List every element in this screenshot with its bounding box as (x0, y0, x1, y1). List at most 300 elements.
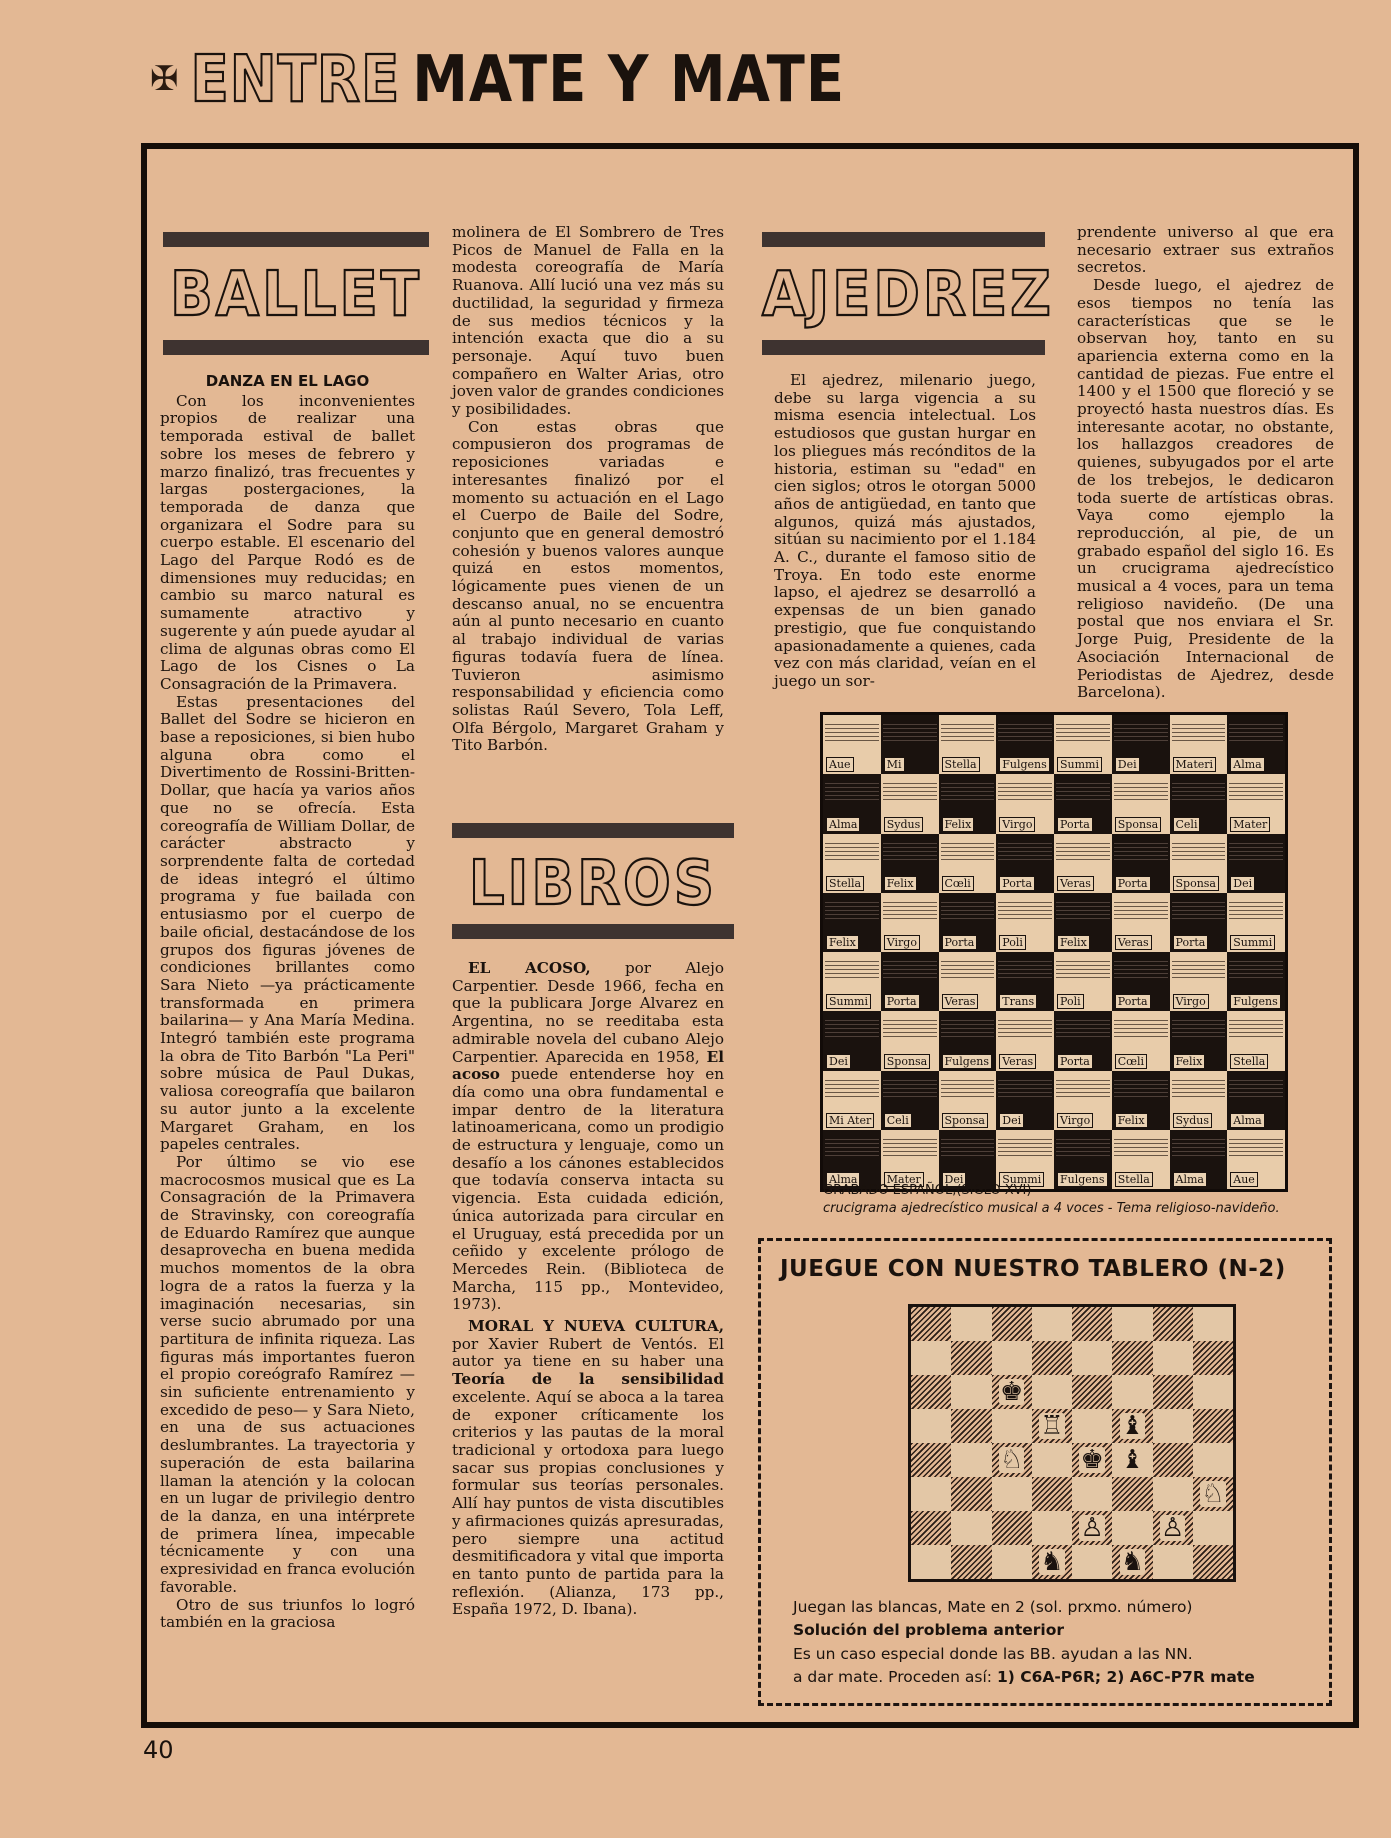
chess-piece-icon: ♚ (1080, 1445, 1104, 1475)
crossword-word (942, 995, 979, 1008)
crossword-word-label: Veras (1115, 935, 1152, 950)
crossword-word-label: Mater (884, 1172, 924, 1187)
ballet-col2-paragraph-1: molinera de El Sombrero de Tres Picos de Manuel de Falla en la modesta coreografía de María Ruanova. Allí lució una vez más su ductilidad, la seguridad y firmeza de sus medios técnicos y la intención exacta que dio a su personaje. Aquí tuvo buen compañero en Walter Arias, otro joven valor de grandes condiciones y posibilidades. (452, 223, 724, 419)
crossword-square (996, 952, 1054, 1011)
crossword-word (999, 818, 1035, 831)
board-square (951, 1341, 991, 1375)
crossword-word-label: Felix (884, 876, 917, 891)
music-staff (1172, 780, 1226, 800)
crossword-word-label: Stella (1230, 1054, 1268, 1069)
board-square (1032, 1545, 1072, 1579)
board-square (1072, 1443, 1112, 1477)
crossword-word-label: Virgo (1173, 994, 1209, 1009)
crossword-word-label: Stella (942, 757, 980, 772)
crossword-word-label: Porta (1115, 876, 1151, 891)
crossword-word (826, 936, 859, 949)
board-square (992, 1477, 1032, 1511)
music-staff (941, 899, 995, 919)
music-staff (1114, 721, 1168, 741)
crossword-word-label: Porta (1057, 817, 1093, 832)
crossword-word-label: Summi (826, 994, 871, 1009)
music-staff (941, 1136, 995, 1156)
crossword-word-label: Fulgens (942, 1054, 993, 1069)
crossword-square (1054, 834, 1112, 893)
music-staff (1172, 840, 1226, 860)
board-square (992, 1375, 1032, 1409)
board-square (1153, 1545, 1193, 1579)
crossword-square (1112, 1071, 1170, 1130)
crossword-square (996, 715, 1054, 774)
crossword-word (942, 818, 975, 831)
crossword-word (1115, 995, 1151, 1008)
crossword-word-label: Fulgens (1057, 1172, 1108, 1187)
crossword-word (1115, 877, 1151, 890)
libros-review-1 (452, 960, 724, 1314)
music-staff (1056, 840, 1110, 860)
music-staff (1229, 1017, 1283, 1037)
crossword-word (1057, 1055, 1093, 1068)
crossword-word (1115, 936, 1152, 949)
crossword-word (942, 877, 974, 890)
libros-heading: LIBROS (468, 847, 718, 920)
puzzle-instruction: Juegan las blancas, Mate en 2 (sol. prxmo. número) (793, 1598, 1193, 1616)
crossword-word (999, 995, 1037, 1008)
crossword-square (823, 834, 881, 893)
music-staff (1172, 1136, 1226, 1156)
crossword-square (1170, 715, 1228, 774)
crossword-square (823, 774, 881, 833)
board-square (1153, 1341, 1193, 1375)
ajedrez-column-3 (774, 372, 1036, 691)
board-square (992, 1511, 1032, 1545)
crossword-square (939, 834, 997, 893)
crossword-word (1173, 995, 1209, 1008)
crossword-word (1230, 995, 1281, 1008)
ajedrez-paragraph-2: prendente universo al que era necesario extraer sus extraños secretos. (1077, 223, 1334, 277)
music-staff (1114, 840, 1168, 860)
board-square (1112, 1545, 1152, 1579)
crossword-square (881, 1130, 939, 1189)
ballet-column-2 (452, 224, 724, 755)
board-square (1072, 1375, 1112, 1409)
crossword-square (1227, 715, 1285, 774)
board-square (1153, 1511, 1193, 1545)
board-square (911, 1545, 951, 1579)
ballet-subtitle: DANZA EN EL LAGO (205, 372, 370, 390)
board-square (1032, 1443, 1072, 1477)
board-square (1153, 1477, 1193, 1511)
crossword-square (1054, 952, 1112, 1011)
crossword-word (1173, 1173, 1207, 1186)
board-square (1032, 1375, 1072, 1409)
ballet-paragraph-2: Estas presentaciones del Ballet del Sodre se hicieron en base a reposiciones, si bien hubo alguna obra como el Divertimento de Rossini-Britten-Dollar, que hacía ya varios años que no se ofrecía. Esta coreografía de William Dollar, de carácter abstracto y sorprendente falta de cortedad de ideas integró el último programa y fue bailada con entusiasmo por el cuerpo de baile oficial, destacándose de los grupos dos figuras jóvenes de condiciones brillantes como Sara Nieto —ya prácticamente transformada en primera bailarina— y Ana María Medina. Integró también este programa la obra de Tito Barbón "La Peri" sobre música de Paul Dukas, valiosa coreografía que bailaron su autor junto a la excelente Margaret Graham, en los papeles centrales. (160, 692, 415, 1154)
crossword-square (1112, 1011, 1170, 1070)
crossword-word-label: Dei (942, 1172, 967, 1187)
crossword-square (823, 893, 881, 952)
board-square (1193, 1477, 1233, 1511)
board-square (951, 1409, 991, 1443)
ballet-column-1 (160, 373, 415, 1632)
board-square (992, 1545, 1032, 1579)
chess-piece-icon: ♙ (1080, 1513, 1104, 1543)
board-square (1153, 1375, 1193, 1409)
crossword-square (1112, 715, 1170, 774)
crossword-square (1227, 893, 1285, 952)
crossword-square (1054, 1071, 1112, 1130)
crossword-square (996, 1071, 1054, 1130)
crossword-square (823, 1011, 881, 1070)
ballet-heading: BALLET (170, 258, 422, 331)
crossword-word (884, 758, 905, 771)
board-square (1032, 1477, 1072, 1511)
crossword-word-label: Sponsa (942, 1113, 989, 1128)
ballet-paragraph-4: Otro de sus triunfos lo logró también en la graciosa (160, 1595, 415, 1632)
ajedrez-top-bar (762, 232, 1045, 247)
board-square (992, 1341, 1032, 1375)
crossword-word (826, 1114, 874, 1127)
music-staff (1114, 1017, 1168, 1037)
music-staff (1229, 1136, 1283, 1156)
crossword-word (884, 818, 924, 831)
crossword-word-label: Dei (1115, 757, 1140, 772)
music-staff (825, 958, 879, 978)
crossword-word-label: Porta (942, 935, 978, 950)
crossword-word (942, 758, 980, 771)
crossword-word (1230, 877, 1255, 890)
crossword-square (1054, 893, 1112, 952)
crossword-word-label: Materi (1173, 757, 1217, 772)
page-number: 40 (143, 1736, 174, 1764)
crossword-word (884, 1055, 931, 1068)
crossword-word-label: Sydus (884, 817, 924, 832)
music-staff (883, 840, 937, 860)
crossword-word (1057, 877, 1094, 890)
crossword-word-label: Felix (1173, 1054, 1206, 1069)
crossword-square (939, 1011, 997, 1070)
crossword-word-label: Porta (1173, 935, 1209, 950)
crossword-word-label: Porta (884, 994, 920, 1009)
libros-review-1-title: EL ACOSO, (468, 959, 591, 977)
crossword-word (1230, 818, 1270, 831)
board-square (1072, 1341, 1112, 1375)
crossword-word (884, 1114, 912, 1127)
crossword-word-label: Virgo (999, 817, 1035, 832)
crossword-word (1057, 758, 1102, 771)
crossword-word-label: Stella (826, 876, 864, 891)
libros-review-2-text-b: excelente. Aquí se aboca a la tarea de exponer críticamente los criterios y las pautas de la moral tradicional y ortodoxa para luego sacar sus propias conclusiones y formular sus teorías personales. Allí hay puntos de vista discutibles y afirmaciones quizás apresuradas, pero siempre una actitud desmitificadora y vital que importa en tanto punto de partida para la reflexión. (Alianza, 173 pp., España 1972, D. Ibana). (452, 1387, 724, 1619)
board-square (1112, 1375, 1152, 1409)
crossword-square (823, 1071, 881, 1130)
board-square (951, 1307, 991, 1341)
crossword-square (1170, 1130, 1228, 1189)
crossword-word (999, 1114, 1024, 1127)
crossword-square (939, 893, 997, 952)
crossword-word (1173, 877, 1220, 890)
crossword-word-label: Summi (1230, 935, 1275, 950)
board-square (1193, 1375, 1233, 1409)
music-staff (941, 958, 995, 978)
crossword-square (1170, 834, 1228, 893)
libros-review-2-text-a: por Xavier Rubert de Ventós. El autor ya tiene en su haber una (452, 1334, 724, 1371)
crossword-word-label: Veras (942, 994, 979, 1009)
music-staff (998, 840, 1052, 860)
board-square (1112, 1443, 1152, 1477)
music-staff (825, 899, 879, 919)
crossword-word-label: Felix (1115, 1113, 1148, 1128)
music-staff (998, 1077, 1052, 1097)
board-square (951, 1511, 991, 1545)
ballet-col2-paragraph-2: Con estas obras que compusieron dos programas de reposiciones variadas e interesantes finalizó por el momento su actuación en el Lago el Cuerpo de Baile del Sodre, conjunto que en general demostró cohesión y buenos valores aunque quizá en estos momentos, lógicamente pues vienen de un descanso anual, no se encuentra aún al punto necesario en cuanto al trabajo individual de varias figuras todavía fuera de línea. Tuvieron asimismo responsabilidad y eficiencia como solistas Raúl Severo, Tola Leff, Olfa Bérgolo, Margaret Graham y Tito Barbón. (452, 417, 724, 755)
music-staff (883, 899, 937, 919)
crossword-word (826, 1055, 851, 1068)
crossword-square (1112, 1130, 1170, 1189)
crossword-square (1170, 952, 1228, 1011)
crossword-square (881, 893, 939, 952)
crossword-square (939, 1071, 997, 1130)
board-square (1153, 1307, 1193, 1341)
libros-bottom-bar (452, 924, 734, 939)
music-staff (941, 780, 995, 800)
board-square (1072, 1511, 1112, 1545)
music-staff (1172, 1017, 1226, 1037)
music-staff (941, 840, 995, 860)
crossword-square (1054, 1011, 1112, 1070)
libros-top-bar (452, 823, 734, 838)
crossword-word (1173, 758, 1217, 771)
crossword-word-label: Sponsa (1173, 876, 1220, 891)
crossword-square (823, 952, 881, 1011)
header-title-mate: MATE Y MATE (412, 41, 846, 117)
board-square (1153, 1409, 1193, 1443)
chess-piece-icon: ♝ (1120, 1411, 1145, 1441)
music-staff (1229, 899, 1283, 919)
music-staff (1172, 899, 1226, 919)
crossword-square (881, 715, 939, 774)
crossword-square (1227, 1011, 1285, 1070)
board-square (911, 1477, 951, 1511)
crossword-word (1115, 1055, 1147, 1068)
crossword-square (881, 1071, 939, 1130)
crossword-square (1112, 952, 1170, 1011)
crossword-square (1227, 774, 1285, 833)
music-staff (1172, 721, 1226, 741)
board-square (1193, 1409, 1233, 1443)
musical-chess-crossword (820, 712, 1288, 1192)
music-staff (883, 780, 937, 800)
libros-review-2-title: MORAL Y NUEVA CULTURA, (468, 1317, 724, 1336)
music-staff (825, 721, 879, 741)
board-square (1032, 1341, 1072, 1375)
crossword-word-label: Celi (1173, 817, 1201, 832)
crossword-word-label: Fulgens (999, 757, 1050, 772)
crossword-word-label: Mi (884, 757, 905, 772)
puzzle-solution-moves: 1) C6A-P6R; 2) A6C-P7R mate (996, 1668, 1255, 1686)
crossword-word-label: Dei (1230, 876, 1255, 891)
crossword-word-label: Aue (826, 757, 854, 772)
libros-review-1-text-b: puede entenderse hoy en día como una obra fundamental e impar dentro de la literatura latinoamericana, como un prodigio de estructura y lenguaje, como un desafío a los cánones establecidos que todavía conserva intacta su vigencia. Esta cuidada edición, única autorizada para circular en el Uruguay, está precedida por un ceñido y excelente prólogo de Mercedes Rein. (Biblioteca de Marcha, 115 pp., Montevideo, 1973). (452, 1065, 725, 1314)
crossword-word-label: Felix (1057, 935, 1090, 950)
crossword-word (1057, 1173, 1108, 1186)
crossword-word-label: Summi (999, 1172, 1044, 1187)
crossword-word-label: Felix (826, 935, 859, 950)
ajedrez-paragraph-3: Desde luego, el ajedrez de esos tiempos no tenía las características que se le observan hoy, tanto en su apariencia externa como en la cantidad de piezas. Fue entre el 1400 y el 1500 que floreció y se proyectó hasta nuestros días. Es interesante acotar, no obstante, los hallazgos creadores de quienes, subyugados por el arte de los trebejos, le dedicaron toda suerte de artísticas obras. Vaya como ejemplo la reproducción, al pie, de un grabado español del siglo 16. Es un crucigrama ajedrecístico musical a 4 voces, para un tema religioso navideño. (De una postal que nos enviara el Sr. Jorge Puig, Presidente de la Asociación Internacional de Periodistas de Ajedrez, desde Barcelona). (1077, 276, 1334, 702)
board-square (911, 1375, 951, 1409)
music-staff (825, 840, 879, 860)
crossword-word (999, 936, 1026, 949)
crossword-caption-title: GRABADO ESPAÑOL,(SIGLO XVI) (823, 1183, 1032, 1198)
crossword-word-label: Veras (999, 1054, 1036, 1069)
libros-review-1-text-a: por Alejo Carpentier. Desde 1966, fecha en que la publicara Jorge Alvarez en Argentina, no se reeditaba esta admirable novela del cubano Alejo Carpentier. Aparecida en 1958, (452, 959, 724, 1066)
crossword-word (884, 995, 920, 1008)
puzzle-solution-line-1: Es un caso especial donde las BB. ayudan a las NN. (793, 1645, 1193, 1663)
libros-column (452, 960, 724, 1619)
board-square (911, 1443, 951, 1477)
board-square (1032, 1511, 1072, 1545)
page-header (150, 41, 846, 117)
crossword-square (1227, 834, 1285, 893)
board-square (911, 1511, 951, 1545)
crossword-word (1173, 1055, 1206, 1068)
chess-piece-icon: ♝ (1120, 1445, 1145, 1475)
music-staff (1229, 1077, 1283, 1097)
music-staff (941, 1077, 995, 1097)
crossword-square (939, 715, 997, 774)
crossword-square (939, 1130, 997, 1189)
crossword-word-label: Dei (999, 1113, 1024, 1128)
music-staff (1229, 721, 1283, 741)
crossword-word-label: Porta (1115, 994, 1151, 1009)
crossword-word (942, 1114, 989, 1127)
crossword-square (1227, 952, 1285, 1011)
ballet-bottom-bar (163, 340, 429, 355)
music-staff (998, 721, 1052, 741)
music-staff (1229, 958, 1283, 978)
crossword-word (1115, 1114, 1148, 1127)
header-title-entre: ENTRE (190, 41, 401, 117)
chess-piece-icon: ♙ (1160, 1513, 1185, 1543)
crossword-word (1115, 818, 1162, 831)
crossword-word (942, 936, 978, 949)
crossword-word-label: Alma (826, 1172, 860, 1187)
crossword-word (826, 758, 854, 771)
chess-piece-icon: ♚ (999, 1377, 1024, 1407)
crossword-square (1170, 893, 1228, 952)
crossword-word-label: Cœli (942, 876, 974, 891)
knight-ornament-icon: ✠ (150, 59, 179, 99)
crossword-word-label: Poli (1057, 994, 1084, 1009)
ballet-top-bar (163, 232, 429, 247)
crossword-word-label: Fulgens (1230, 994, 1281, 1009)
puzzle-title: JUEGUE CON NUESTRO TABLERO (N-2) (780, 1256, 1286, 1282)
music-staff (883, 1136, 937, 1156)
crossword-square (881, 952, 939, 1011)
libros-review-2 (452, 1318, 724, 1619)
crossword-word (999, 877, 1035, 890)
crossword-square (823, 1130, 881, 1189)
music-staff (998, 958, 1052, 978)
crossword-word (1115, 1173, 1153, 1186)
music-staff (1056, 721, 1110, 741)
crossword-square (939, 774, 997, 833)
music-staff (1056, 1077, 1110, 1097)
crossword-word-label: Felix (942, 817, 975, 832)
crossword-square (996, 893, 1054, 952)
crossword-word (1230, 1055, 1268, 1068)
crossword-square (1227, 1130, 1285, 1189)
crossword-word (1230, 758, 1264, 771)
crossword-word-label: Sponsa (1115, 817, 1162, 832)
crossword-word-label: Celi (884, 1113, 912, 1128)
crossword-square (1170, 1011, 1228, 1070)
crossword-square (1054, 774, 1112, 833)
board-square (992, 1409, 1032, 1443)
chess-piece-icon: ♞ (1040, 1547, 1064, 1577)
crossword-square (823, 715, 881, 774)
libros-review-1-book: El acoso (452, 1047, 724, 1084)
music-staff (998, 780, 1052, 800)
ballet-paragraph-3: Por último se vio ese macrocosmos musical que es La Consagración de la Primavera de Stravinsky, con coreografía de Eduardo Ramírez que aunque desaprovecha en buena medida muchos momentos de la obra logra de a ratos la fuerza y la imaginación necesarias, sin verse sucio abrumado por una partitura de infinita riqueza. Las figuras más importantes fueron el propio coreógrafo Ramírez —sin suficiente entrenamiento y excedido de peso— y Sara Nieto, en una de sus actuaciones deslumbrantes. La trayectoria y superación de esta bailarina llaman la atención y la colocan en un lugar de privilegio dentro de la danza, en una intérprete de primera línea, impecable técnicamente y con una expresividad en franca evolución favorable. (160, 1152, 415, 1596)
music-staff (825, 780, 879, 800)
crossword-square (996, 1130, 1054, 1189)
board-square (1153, 1443, 1193, 1477)
board-square (1072, 1307, 1112, 1341)
crossword-square (1112, 893, 1170, 952)
music-staff (998, 899, 1052, 919)
crossword-word (826, 995, 871, 1008)
crossword-word-label: Veras (1057, 876, 1094, 891)
board-square (1072, 1409, 1112, 1443)
board-square (1112, 1307, 1152, 1341)
music-staff (1172, 1077, 1226, 1097)
crossword-word-label: Poli (999, 935, 1026, 950)
crossword-square (1170, 774, 1228, 833)
music-staff (1056, 958, 1110, 978)
crossword-word (1173, 818, 1201, 831)
crossword-square (939, 952, 997, 1011)
puzzle-solution-line-2 (793, 1668, 1255, 1686)
crossword-word-label: Mater (1230, 817, 1270, 832)
crossword-square (1112, 834, 1170, 893)
crossword-caption-description: crucigrama ajedrecístico musical a 4 voces - Tema religioso-navideño. (823, 1201, 1280, 1216)
crossword-word (1230, 1173, 1258, 1186)
board-square (1032, 1409, 1072, 1443)
crossword-square (996, 774, 1054, 833)
music-staff (941, 721, 995, 741)
crossword-word-label: Mi Ater (826, 1113, 874, 1128)
board-square (992, 1307, 1032, 1341)
music-staff (883, 721, 937, 741)
crossword-word (942, 1055, 993, 1068)
board-square (951, 1545, 991, 1579)
ballet-paragraph-1: Con los inconvenientes propios de realizar una temporada estival de ballet sobre los meses de febrero y marzo finalizó, tras frecuentes y largas postergaciones, la temporada de danza que organizara el Sodre para su cuerpo estable. El escenario del Lago del Parque Rodó es de dimensiones muy reducidas; en cambio su marco natural es sumamente atractivo y sugerente y aún puede ayudar al clima de algunas obras como El Lago de los Cisnes o La Consagración de la Primavera. (160, 391, 415, 693)
crossword-word-label: Cœli (1115, 1054, 1147, 1069)
crossword-word (1057, 1114, 1093, 1127)
crossword-word-label: Trans (999, 994, 1037, 1009)
music-staff (825, 1017, 879, 1037)
board-square (1032, 1307, 1072, 1341)
crossword-word (884, 877, 917, 890)
board-square (1112, 1477, 1152, 1511)
crossword-word (1173, 1114, 1213, 1127)
board-square (951, 1477, 991, 1511)
crossword-word (1230, 1114, 1264, 1127)
music-staff (1114, 1136, 1168, 1156)
crossword-word-label: Stella (1115, 1172, 1153, 1187)
crossword-word-label: Aue (1230, 1172, 1258, 1187)
board-square (1112, 1409, 1152, 1443)
crossword-square (881, 834, 939, 893)
music-staff (998, 1017, 1052, 1037)
